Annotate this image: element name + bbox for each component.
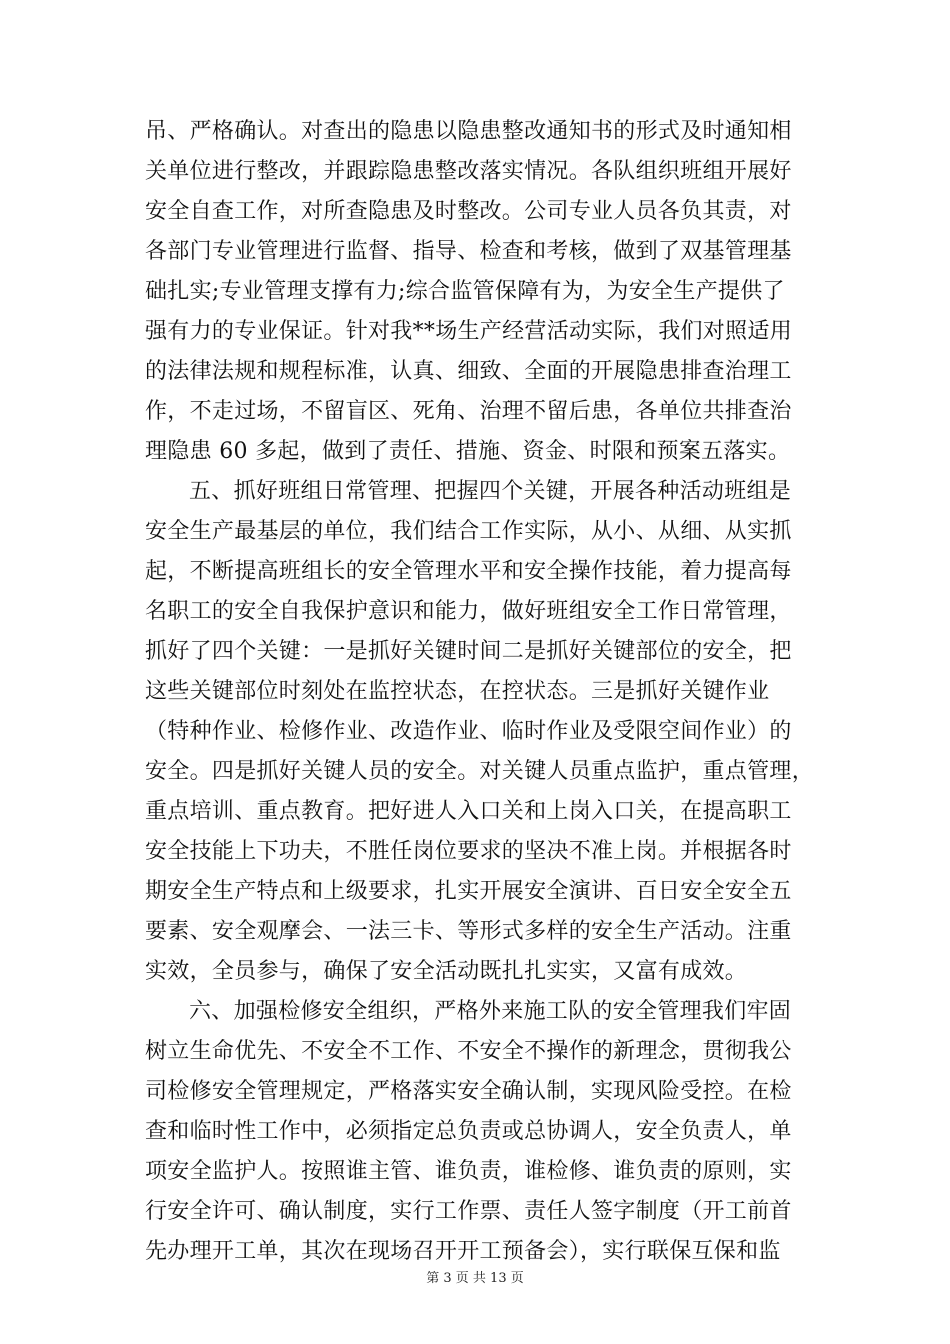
text-line: 行安全许可、确认制度，实行工作票、责任人签字制度（开工前首	[145, 1199, 792, 1224]
text-line: 实效，全员参与，确保了安全活动既扎扎实实，又富有成效。	[145, 959, 748, 984]
text-line: 强有力的专业保证。针对我**场生产经营活动实际，我们对照适用	[145, 319, 793, 344]
text-line: 司检修安全管理规定，严格落实安全确认制，实现风险受控。在检	[145, 1079, 792, 1104]
text-line: 吊、严格确认。对查出的隐患以隐患整改通知书的形式及时通知相	[145, 119, 792, 144]
text-line: 的法律法规和规程标准，认真、细致、全面的开展隐患排查治理工	[145, 359, 792, 384]
text-line: 起，不断提高班组长的安全管理水平和安全操作技能，着力提高每	[145, 559, 792, 584]
text-line: 这些关键部位时刻处在监控状态，在控状态。三是抓好关键作业	[145, 679, 770, 704]
text-line: 查和临时性工作中，必须指定总负责或总协调人，安全负责人，单	[145, 1119, 792, 1144]
text-line: 作，不走过场，不留盲区、死角、治理不留后患，各单位共排查治	[145, 399, 792, 424]
text-line: 抓好了四个关键：一是抓好关键时间二是抓好关键部位的安全，把	[145, 639, 792, 664]
text-line: 重点培训、重点教育。把好进人入口关和上岗入口关，在提高职工	[145, 799, 792, 824]
text-line: 础扎实;专业管理支撑有力;综合监管保障有为，为安全生产提供了	[145, 279, 785, 304]
text-line: 要素、安全观摩会、一法三卡、等形式多样的安全生产活动。注重	[145, 919, 792, 944]
text-line: 安全技能上下功夫，不胜任岗位要求的坚决不准上岗。并根据各时	[145, 839, 792, 864]
text-line: 安全自查工作，对所查隐患及时整改。公司专业人员各负其责，对	[145, 199, 792, 224]
text-line: 理隐患 60 多起，做到了责任、措施、资金、时限和预案五落实。	[145, 439, 791, 464]
section-heading-line: 六、加强检修安全组织，严格外来施工队的安全管理我们牢固	[189, 999, 792, 1024]
text-line: 安全。四是抓好关键人员的安全。对关键人员重点监护，重点管理，	[145, 759, 815, 784]
text-line: 期安全生产特点和上级要求，扎实开展安全演讲、百日安全安全五	[145, 879, 792, 904]
text-line: 先办理开工单，其次在现场召开开工预备会），实行联保互保和监	[145, 1239, 781, 1264]
text-line: 树立生命优先、不安全不工作、不安全不操作的新理念，贯彻我公	[145, 1039, 792, 1064]
text-line: 名职工的安全自我保护意识和能力，做好班组安全工作日常管理，	[145, 599, 792, 624]
text-line: （特种作业、检修作业、改造作业、临时作业及受限空间作业）的	[145, 719, 792, 744]
text-line: 项安全监护人。按照谁主管、谁负责，谁检修、谁负责的原则，实	[145, 1159, 792, 1184]
text-line: 各部门专业管理进行监督、指导、检查和考核，做到了双基管理基	[145, 239, 792, 264]
page-number-footer: 第 3 页 共 13 页	[426, 1271, 524, 1286]
section-heading-line: 五、抓好班组日常管理、把握四个关键，开展各种活动班组是	[189, 479, 792, 504]
text-line: 关单位进行整改，并跟踪隐患整改落实情况。各队组织班组开展好	[145, 159, 792, 184]
text-line: 安全生产最基层的单位，我们结合工作实际，从小、从细、从实抓	[145, 519, 792, 544]
